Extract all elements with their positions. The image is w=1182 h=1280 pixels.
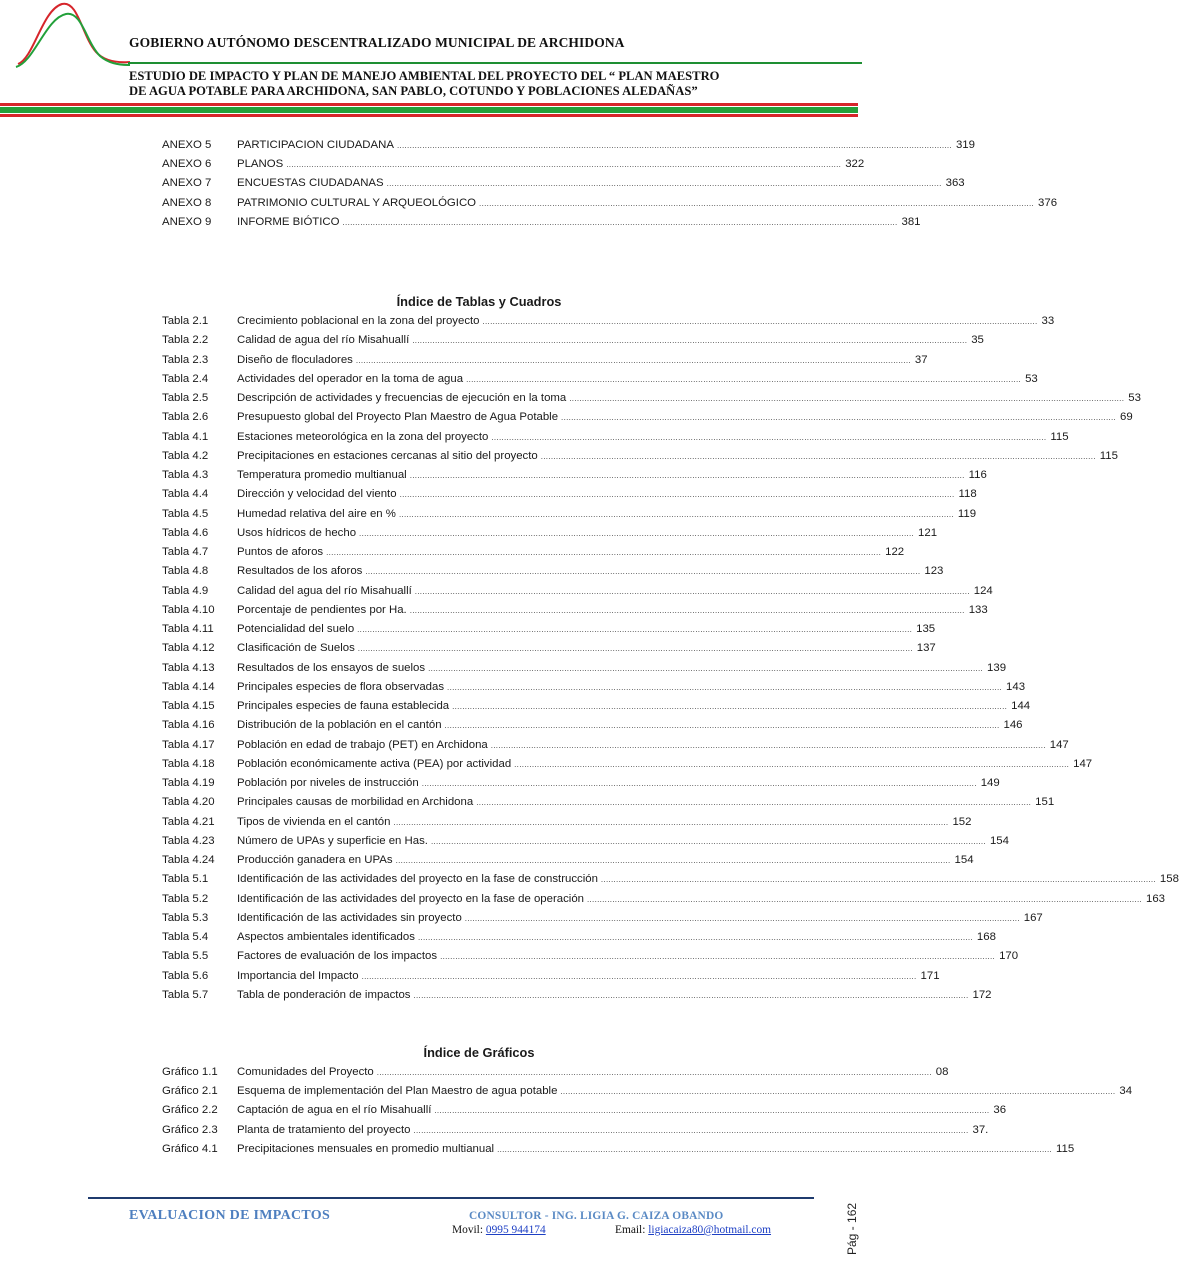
footer-consultor: CONSULTOR - ING. LIGIA G. CAIZA OBANDO [469, 1210, 724, 1222]
project-title-line-1: ESTUDIO DE IMPACTO Y PLAN DE MANEJO AMBIENTAL DEL PROYECTO DEL “ PLAN MAESTRO [129, 69, 720, 83]
toc-entry[interactable] [162, 738, 1069, 758]
toc-entry-page: 170 [999, 950, 1019, 963]
toc-entry-label: Tabla 4.15 [162, 700, 215, 712]
toc-entry-title: Principales especies de fauna establecida [237, 700, 450, 712]
toc-dot-leader: ............................................................................................................................................................................................................................ [600, 875, 1156, 885]
footer-rule [88, 1197, 814, 1199]
toc-dot-leader: ............................................................................................................................................................................................................................ [421, 779, 977, 788]
toc-entry-title: Comunidades del Proyecto [237, 1066, 374, 1078]
toc-entry[interactable] [162, 507, 977, 527]
toc-entry-label: Tabla 2.3 [162, 353, 209, 366]
toc-entry-label: Tabla 2.2 [162, 334, 209, 347]
toc-entry[interactable] [162, 196, 1058, 216]
toc-entry-page: 168 [976, 931, 996, 943]
toc-entry-label: ANEXO 5 [162, 139, 212, 151]
toc-entry-label: ANEXO 7 [162, 177, 212, 190]
email-label: Email: [615, 1224, 646, 1236]
toc-entry-title: Aspectos ambientales identificados [237, 931, 415, 943]
toc-entry-label: Tabla 4.3 [162, 469, 209, 481]
toc-entry[interactable] [162, 215, 921, 235]
toc-dot-leader: ............................................................................................................................................................................................................................ [561, 413, 1117, 423]
toc-entry-page: 143 [1006, 680, 1026, 693]
toc-entry-label: Tabla 2.5 [162, 392, 209, 404]
toc-entry-page: 08 [935, 1066, 949, 1078]
toc-dot-leader: ............................................................................................................................................................................................................................ [376, 1068, 932, 1077]
toc-entry-title: Presupuesto global del Proyecto Plan Maestro de Agua Potable [237, 411, 559, 424]
toc-entry-page: 152 [952, 815, 972, 828]
toc-entry-title: Principales especies de flora observadas [237, 680, 445, 693]
toc-entry[interactable] [162, 1066, 949, 1085]
toc-entry[interactable] [162, 353, 928, 373]
toc-dot-leader: ............................................................................................................................................................................................................................ [482, 317, 1038, 326]
toc-entry[interactable] [162, 1123, 989, 1143]
toc-entry-title: Estaciones meteorológica en la zona del proyecto [237, 430, 489, 443]
graphics-index-heading: Índice de Gráficos [423, 1045, 535, 1060]
toc-entry-title: Población por niveles de instrucción [237, 777, 419, 789]
toc-entry-page: 139 [987, 661, 1007, 674]
toc-entry[interactable] [162, 334, 984, 353]
toc-entry[interactable] [162, 623, 936, 642]
email-link[interactable]: ligiacaiza80@hotmail.com [648, 1224, 772, 1236]
toc-dot-leader: ............................................................................................................................................................................................................................ [412, 336, 968, 346]
toc-entry[interactable] [162, 911, 1043, 931]
toc-entry[interactable] [162, 834, 1009, 854]
toc-entry[interactable] [162, 584, 993, 604]
toc-entry-label: Tabla 2.6 [162, 411, 209, 424]
toc-dot-leader: ............................................................................................................................................................................................................................ [444, 721, 1000, 731]
toc-entry[interactable] [162, 315, 1055, 334]
project-title [129, 69, 829, 98]
toc-entry-page: 137 [916, 642, 936, 655]
toc-entry-page: 121 [918, 526, 938, 539]
toc-entry-title: Número de UPAs y superficie en Has. [237, 834, 428, 847]
toc-entry-title: Producción ganadera en UPAs [237, 854, 393, 866]
toc-entry[interactable] [162, 796, 1055, 815]
toc-entry-page: 133 [968, 603, 988, 616]
toc-dot-leader: ............................................................................................................................................................................................................................ [398, 509, 954, 519]
toc-entry-label: Tabla 5.3 [162, 911, 209, 924]
toc-entry-label: Tabla 4.19 [162, 777, 215, 789]
toc-entry-page: 135 [916, 623, 936, 635]
toc-entry-label: Tabla 4.8 [162, 565, 209, 578]
toc-entry-title: Crecimiento poblacional en la zona del proyecto [237, 315, 480, 327]
toc-entry-page: 34 [1119, 1085, 1133, 1098]
toc-dot-leader: ............................................................................................................................................................................................................................ [286, 160, 842, 170]
toc-entry-page: 35 [971, 334, 984, 347]
toc-entry[interactable] [162, 392, 1141, 411]
toc-dot-leader: ............................................................................................................................................................................................................................ [514, 759, 1070, 769]
toc-entry-page: 53 [1025, 372, 1038, 385]
toc-entry[interactable] [162, 892, 1166, 912]
toc-dot-leader: ............................................................................................................................................................................................................................ [357, 625, 913, 634]
toc-entry-page: 116 [968, 469, 987, 481]
toc-entry-label: Gráfico 2.3 [162, 1123, 218, 1136]
footer-contact [452, 1224, 792, 1236]
toc-dot-leader: ............................................................................................................................................................................................................................ [476, 798, 1032, 808]
toc-entry-label: Gráfico 2.1 [162, 1085, 218, 1098]
toc-dot-leader: ............................................................................................................................................................................................................................ [413, 990, 969, 1000]
toc-entry[interactable] [162, 719, 1023, 738]
toc-entry-title: PLANOS [237, 158, 284, 171]
toc-entry-page: 37. [972, 1123, 989, 1136]
toc-entry-page: 154 [954, 854, 974, 866]
toc-entry-page: 319 [955, 139, 975, 151]
toc-entry-label: Tabla 4.17 [162, 738, 215, 751]
toc-dot-leader: ............................................................................................................................................................................................................................ [560, 1087, 1116, 1097]
toc-entry-title: Usos hídricos de hecho [237, 526, 357, 539]
toc-entry-title: Precipitaciones mensuales en promedio multianual [237, 1142, 495, 1155]
municipal-logo-curves [12, 0, 132, 70]
toc-dot-leader: ............................................................................................................................................................................................................................ [409, 471, 965, 480]
toc-entry-title: Temperatura promedio multianual [237, 469, 407, 481]
toc-entry-page: 147 [1073, 757, 1093, 770]
toc-entry-label: Tabla 5.2 [162, 892, 209, 905]
page-number: Pág - 162 [845, 1202, 859, 1255]
toc-entry-title: Factores de evaluación de los impactos [237, 950, 438, 963]
toc-entry-label: Tabla 5.5 [162, 950, 209, 963]
toc-entry-label: Tabla 4.18 [162, 757, 215, 770]
toc-entry-page: 381 [901, 215, 921, 228]
toc-dot-leader: ............................................................................................................................................................................................................................ [491, 432, 1047, 442]
toc-entry[interactable] [162, 969, 940, 989]
toc-entry[interactable] [162, 546, 905, 565]
toc-entry-page: 123 [924, 565, 944, 578]
toc-entry-label: Tabla 4.24 [162, 854, 215, 866]
toc-dot-leader: ............................................................................................................................................................................................................................ [440, 952, 996, 962]
toc-entry-page: 163 [1146, 892, 1166, 905]
toc-entry-title: Importancia del Impacto [237, 969, 359, 982]
toc-entry-title: Humedad relativa del aire en % [237, 507, 396, 520]
toc-entry-page: 158 [1159, 873, 1179, 886]
toc-entry-label: ANEXO 9 [162, 215, 212, 228]
toc-entry-page: 151 [1035, 796, 1055, 809]
toc-entry-label: Tabla 2.4 [162, 372, 209, 385]
toc-entry-label: Tabla 5.4 [162, 931, 209, 943]
toc-entry[interactable] [162, 411, 1133, 430]
project-title-line-2: DE AGUA POTABLE PARA ARCHIDONA, SAN PABLO, COTUNDO Y POBLACIONES ALEDAÑAS” [129, 83, 698, 98]
toc-entry[interactable] [162, 603, 988, 623]
toc-dot-leader: ............................................................................................................................................................................................................................ [395, 856, 951, 865]
toc-entry-title: Planta de tratamiento del proyecto [237, 1123, 411, 1136]
toc-entry[interactable] [162, 177, 965, 196]
toc-entry-label: Tabla 4.16 [162, 719, 215, 732]
toc-entry-page: 363 [945, 177, 965, 190]
toc-entry-title: Tabla de ponderación de impactos [237, 988, 411, 1001]
toc-entry-title: Principales causas de morbilidad en Archidona [237, 796, 474, 809]
toc-dot-leader: ............................................................................................................................................................................................................................ [365, 567, 921, 577]
toc-entry-title: ENCUESTAS CIUDADANAS [237, 177, 384, 190]
toc-entry-page: 115 [1050, 430, 1069, 443]
toc-entry[interactable] [162, 661, 1007, 681]
toc-entry[interactable] [162, 642, 936, 661]
toc-entry-label: Tabla 4.7 [162, 546, 209, 558]
toc-dot-leader: ............................................................................................................................................................................................................................ [452, 702, 1008, 711]
toc-entry-label: Tabla 5.7 [162, 988, 209, 1001]
toc-entry-page: 115 [1056, 1142, 1075, 1155]
toc-entry-title: Resultados de los ensayos de suelos [237, 661, 426, 674]
toc-entry-page: 33 [1041, 315, 1055, 327]
toc-entry[interactable] [162, 1104, 1007, 1123]
toc-entry-label: Tabla 4.1 [162, 430, 209, 443]
toc-entry[interactable] [162, 815, 972, 835]
toc-entry[interactable] [162, 449, 1118, 469]
toc-entry[interactable] [162, 777, 1000, 796]
header-band-green [0, 107, 858, 113]
toc-entry-title: PARTICIPACION CIUDADANA [237, 139, 394, 151]
toc-entry-label: Tabla 4.9 [162, 584, 209, 597]
toc-entry-label: Tabla 4.4 [162, 488, 209, 501]
toc-dot-leader: ............................................................................................................................................................................................................................ [464, 913, 1020, 923]
toc-entry[interactable] [162, 372, 1038, 392]
toc-dot-leader: ............................................................................................................................................................................................................................ [393, 817, 949, 827]
toc-entry-label: Tabla 4.12 [162, 642, 215, 655]
toc-entry-label: Tabla 4.20 [162, 796, 215, 809]
toc-entry-page: 119 [957, 507, 977, 520]
toc-entry-title: Puntos de aforos [237, 546, 324, 558]
toc-entry-page: 144 [1011, 700, 1031, 712]
toc-dot-leader: ............................................................................................................................................................................................................................ [434, 1106, 990, 1116]
toc-entry-title: Potencialidad del suelo [237, 623, 355, 635]
organization-title: GOBIERNO AUTÓNOMO DESCENTRALIZADO MUNICIPAL DE ARCHIDONA [129, 35, 625, 50]
toc-dot-leader: ............................................................................................................................................................................................................................ [326, 548, 882, 557]
footer-section-title: EVALUACION DE IMPACTOS [129, 1208, 331, 1223]
toc-entry-title: Calidad de agua del río Misahuallí [237, 334, 410, 347]
toc-entry-title: Identificación de las actividades del proyecto en la fase de construcción [237, 873, 598, 886]
toc-entry[interactable] [162, 950, 1019, 969]
toc-dot-leader: ............................................................................................................................................................................................................................ [569, 394, 1125, 403]
toc-entry-page: 154 [989, 834, 1009, 847]
toc-entry-label: ANEXO 6 [162, 158, 212, 171]
toc-entry[interactable] [162, 430, 1069, 450]
toc-entry-title: Identificación de las actividades del proyecto en la fase de operación [237, 892, 585, 905]
toc-dot-leader: ............................................................................................................................................................................................................................ [466, 374, 1022, 384]
toc-entry[interactable] [162, 488, 977, 507]
toc-dot-leader: ............................................................................................................................................................................................................................ [479, 198, 1035, 208]
toc-entry-page: 122 [885, 546, 905, 558]
toc-entry-page: 53 [1128, 392, 1141, 404]
toc-entry-title: Calidad del agua del río Misahuallí [237, 584, 412, 597]
toc-entry[interactable] [162, 988, 992, 1008]
toc-entry-title: Diseño de floculadores [237, 353, 353, 366]
toc-entry[interactable] [162, 139, 975, 158]
toc-entry-page: 124 [973, 584, 993, 597]
toc-entry-title: Descripción de actividades y frecuencias de ejecución en la toma [237, 392, 567, 404]
toc-entry-label: Tabla 4.23 [162, 834, 215, 847]
toc-dot-leader: ............................................................................................................................................................................................................................ [357, 644, 913, 654]
toc-entry-label: Tabla 4.6 [162, 526, 209, 539]
toc-entry-page: 167 [1023, 911, 1043, 924]
toc-entry-label: Tabla 4.5 [162, 507, 209, 520]
toc-entry-label: Tabla 2.1 [162, 315, 209, 327]
toc-entry-label: Tabla 5.6 [162, 969, 209, 982]
toc-entry-title: Captación de agua en el río Misahuallí [237, 1104, 432, 1117]
toc-dot-leader: ............................................................................................................................................................................................................................ [540, 451, 1096, 461]
toc-entry-title: Actividades del operador en la toma de agua [237, 372, 464, 385]
toc-entry-title: Distribución de la población en el cantón [237, 719, 442, 732]
toc-entry-page: 147 [1049, 738, 1069, 751]
toc-entry-label: Tabla 5.1 [162, 873, 209, 886]
toc-dot-leader: ............................................................................................................................................................................................................................ [430, 836, 986, 846]
toc-dot-leader: ............................................................................................................................................................................................................................ [413, 1125, 969, 1135]
toc-entry[interactable] [162, 854, 974, 873]
toc-entry-page: 115 [1099, 449, 1118, 462]
toc-dot-leader: ............................................................................................................................................................................................................................ [409, 605, 965, 615]
toc-entry-title: Porcentaje de pendientes por Ha. [237, 603, 407, 616]
toc-entry[interactable] [162, 1085, 1133, 1104]
toc-entry[interactable] [162, 1142, 1075, 1162]
toc-entry[interactable] [162, 700, 1031, 719]
header-band-red-lower [0, 114, 858, 117]
toc-dot-leader: ............................................................................................................................................................................................................................ [396, 141, 952, 150]
toc-entry-title: PATRIMONIO CULTURAL Y ARQUEOLÓGICO [237, 196, 477, 209]
toc-dot-leader: ............................................................................................................................................................................................................................ [361, 971, 917, 981]
toc-entry-title: Identificación de las actividades sin proyecto [237, 911, 462, 924]
toc-dot-leader: ............................................................................................................................................................................................................................ [359, 528, 915, 538]
toc-entry[interactable] [162, 526, 938, 546]
toc-entry-page: 36 [993, 1104, 1007, 1117]
toc-entry-label: Tabla 4.13 [162, 661, 215, 674]
toc-dot-leader: ............................................................................................................................................................................................................................ [490, 740, 1046, 750]
toc-entry[interactable] [162, 158, 865, 177]
toc-entry-label: Tabla 4.2 [162, 449, 209, 462]
toc-entry-label: Gráfico 1.1 [162, 1066, 218, 1078]
toc-dot-leader: ............................................................................................................................................................................................................................ [355, 355, 911, 365]
movil-link[interactable]: 0995 944174 [485, 1224, 546, 1236]
tables-index-heading: Índice de Tablas y Cuadros [396, 294, 562, 309]
toc-dot-leader: ............................................................................................................................................................................................................................ [386, 179, 942, 189]
toc-entry-title: Tipos de vivienda en el cantón [237, 815, 391, 828]
toc-entry-label: Gráfico 4.1 [162, 1142, 218, 1155]
toc-entry-title: Dirección y velocidad del viento [237, 488, 397, 501]
toc-entry-title: Esquema de implementación del Plan Maestro de agua potable [237, 1085, 558, 1098]
header-rule [128, 62, 862, 64]
toc-entry-page: 69 [1120, 411, 1133, 424]
toc-dot-leader: ............................................................................................................................................................................................................................ [447, 682, 1003, 692]
toc-dot-leader: ............................................................................................................................................................................................................................ [414, 586, 970, 596]
toc-entry[interactable] [162, 931, 996, 950]
toc-entry-label: Tabla 4.10 [162, 603, 215, 616]
movil-label: Movil: [452, 1224, 484, 1236]
toc-entry-title: INFORME BIÓTICO [237, 215, 340, 228]
toc-entry-title: Resultados de los aforos [237, 565, 363, 578]
toc-entry-label: Tabla 4.21 [162, 815, 215, 828]
toc-dot-leader: ............................................................................................................................................................................................................................ [417, 933, 973, 942]
toc-entry-page: 171 [920, 969, 940, 982]
toc-entry-title: Población en edad de trabajo (PET) en Archidona [237, 738, 488, 751]
toc-entry[interactable] [162, 565, 944, 584]
toc-entry-label: Tabla 4.14 [162, 680, 215, 693]
toc-entry-title: Población económicamente activa (PEA) por actividad [237, 757, 512, 770]
toc-dot-leader: ............................................................................................................................................................................................................................ [497, 1144, 1053, 1154]
toc-entry-label: ANEXO 8 [162, 196, 212, 209]
toc-entry-page: 149 [980, 777, 1000, 789]
toc-entry[interactable] [162, 680, 1026, 700]
toc-dot-leader: ............................................................................................................................................................................................................................ [342, 217, 898, 227]
toc-entry-page: 37 [914, 353, 928, 366]
toc-entry[interactable] [162, 873, 1179, 892]
toc-dot-leader: ............................................................................................................................................................................................................................ [587, 894, 1142, 904]
toc-entry[interactable] [162, 469, 987, 488]
header-band-red [0, 103, 858, 106]
toc-entry[interactable] [162, 757, 1093, 777]
toc-entry-page: 376 [1038, 196, 1058, 209]
toc-dot-leader: ............................................................................................................................................................................................................................ [399, 490, 955, 500]
toc-entry-page: 322 [845, 158, 865, 171]
toc-entry-label: Tabla 4.11 [162, 623, 214, 635]
toc-entry-page: 118 [958, 488, 977, 501]
toc-entry-title: Precipitaciones en estaciones cercanas al sitio del proyecto [237, 449, 538, 462]
toc-entry-page: 146 [1003, 719, 1023, 732]
toc-dot-leader: ............................................................................................................................................................................................................................ [428, 663, 984, 673]
toc-entry-label: Gráfico 2.2 [162, 1104, 218, 1117]
toc-entry-title: Clasificación de Suelos [237, 642, 355, 655]
toc-entry-page: 172 [972, 988, 992, 1001]
